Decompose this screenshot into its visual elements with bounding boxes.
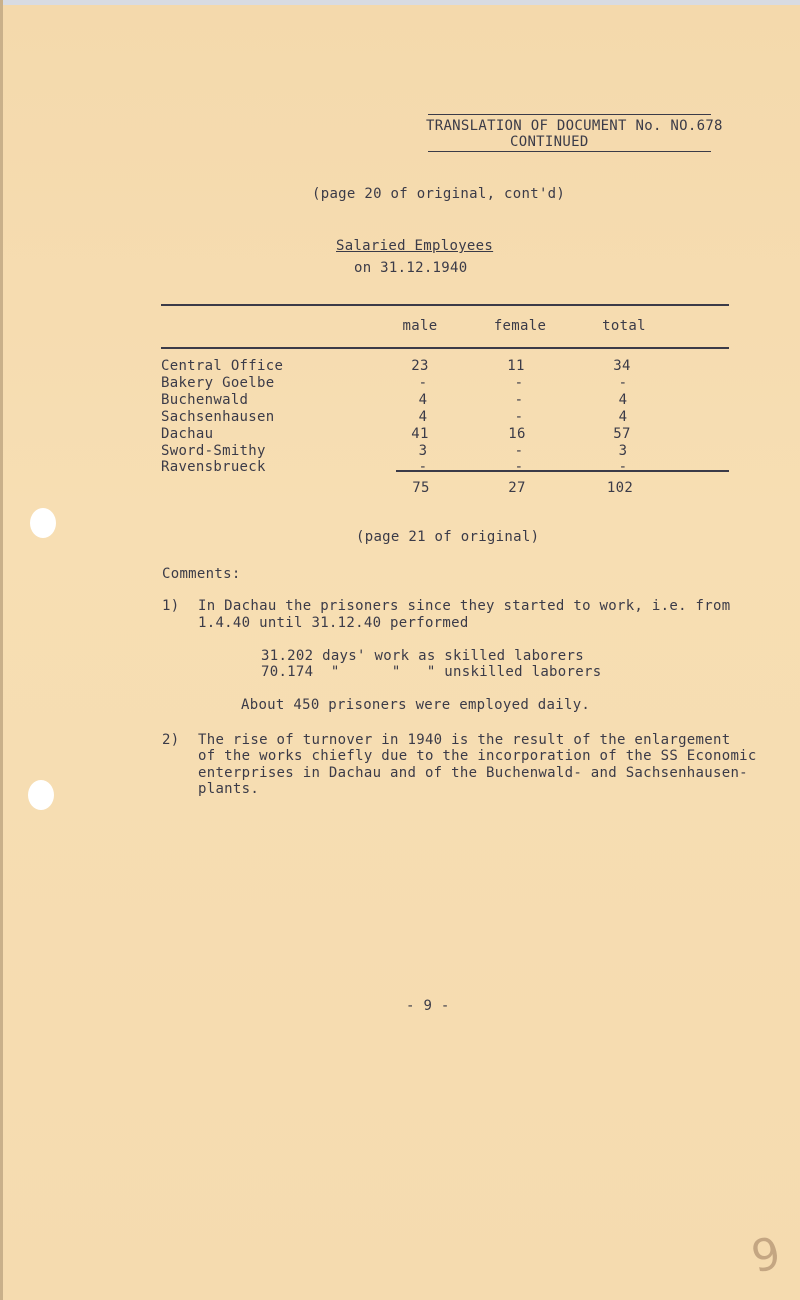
cell-total: 4 — [618, 409, 628, 425]
page-number: - 9 - — [406, 998, 450, 1014]
row-label: Ravensbrueck — [161, 459, 266, 475]
total-total: 102 — [606, 480, 634, 496]
cell-total: - — [618, 375, 628, 391]
header-top-rule — [428, 114, 711, 115]
comment-2-line-1: The rise of turnover in 1940 is the result of the enlargement — [198, 732, 731, 748]
total-male: 75 — [412, 480, 430, 496]
comment-2-line-3: enterprises in Dachau and of the Buchenwald- and Sachsenhausen- — [198, 765, 748, 781]
document-header-continued: CONTINUED — [510, 134, 589, 150]
page-reference-top: (page 20 of original, cont'd) — [312, 186, 566, 202]
table-totals-rule — [396, 470, 729, 472]
cell-total: 34 — [613, 358, 631, 374]
cell-total: 57 — [613, 426, 631, 442]
comments-heading: Comments: — [162, 566, 241, 582]
comment-1-number: 1) — [162, 598, 180, 614]
cell-male: 4 — [418, 392, 428, 408]
cell-total: - — [618, 459, 628, 475]
cell-female: - — [514, 459, 524, 475]
cell-female: - — [514, 375, 524, 391]
column-header-male: male — [402, 318, 438, 334]
comment-2-number: 2) — [162, 732, 180, 748]
table-subtitle: on 31.12.1940 — [354, 260, 468, 276]
cell-male: - — [418, 375, 428, 391]
comment-1-sub-1: 31.202 days' work as skilled laborers — [261, 648, 584, 664]
comment-1-closing: About 450 prisoners were employed daily. — [241, 697, 591, 713]
punch-hole-bottom — [28, 780, 54, 810]
table-title: Salaried Employees — [336, 238, 494, 254]
comment-1-sub-2: 70.174 " " " unskilled laborers — [261, 664, 602, 680]
comment-2-line-4: plants. — [198, 781, 260, 797]
cell-total: 3 — [618, 443, 628, 459]
cell-female: - — [514, 409, 524, 425]
document-header-title: TRANSLATION OF DOCUMENT No. NO.678 — [426, 118, 723, 134]
row-label: Central Office — [161, 358, 284, 374]
page-left-edge — [0, 0, 3, 1300]
comment-1-line-1: In Dachau the prisoners since they started to work, i.e. from — [198, 598, 731, 614]
row-label: Buchenwald — [161, 392, 249, 408]
page-top-edge — [0, 0, 800, 5]
row-label: Sachsenhausen — [161, 409, 275, 425]
cell-total: 4 — [618, 392, 628, 408]
cell-male: 23 — [411, 358, 429, 374]
row-label: Bakery Goelbe — [161, 375, 275, 391]
column-header-female: female — [493, 318, 547, 334]
row-label: Sword-Smithy — [161, 443, 266, 459]
punch-hole-top — [30, 508, 56, 538]
cell-male: 3 — [418, 443, 428, 459]
page-reference-mid: (page 21 of original) — [356, 529, 540, 545]
cell-male: 41 — [411, 426, 429, 442]
comment-1-line-2: 1.4.40 until 31.12.40 performed — [198, 615, 469, 631]
cell-male: 4 — [418, 409, 428, 425]
cell-male: - — [418, 459, 428, 475]
row-label: Dachau — [161, 426, 214, 442]
table-header-rule — [161, 347, 729, 349]
header-bottom-rule — [428, 151, 711, 152]
total-female: 27 — [508, 480, 526, 496]
handwritten-mark: 9 — [747, 1227, 785, 1284]
column-header-total: total — [602, 318, 646, 334]
cell-female: 16 — [508, 426, 526, 442]
cell-female: - — [514, 443, 524, 459]
comment-2-line-2: of the works chiefly due to the incorporation of the SS Economic — [198, 748, 757, 764]
cell-female: - — [514, 392, 524, 408]
cell-female: 11 — [507, 358, 525, 374]
table-top-rule — [161, 304, 729, 306]
